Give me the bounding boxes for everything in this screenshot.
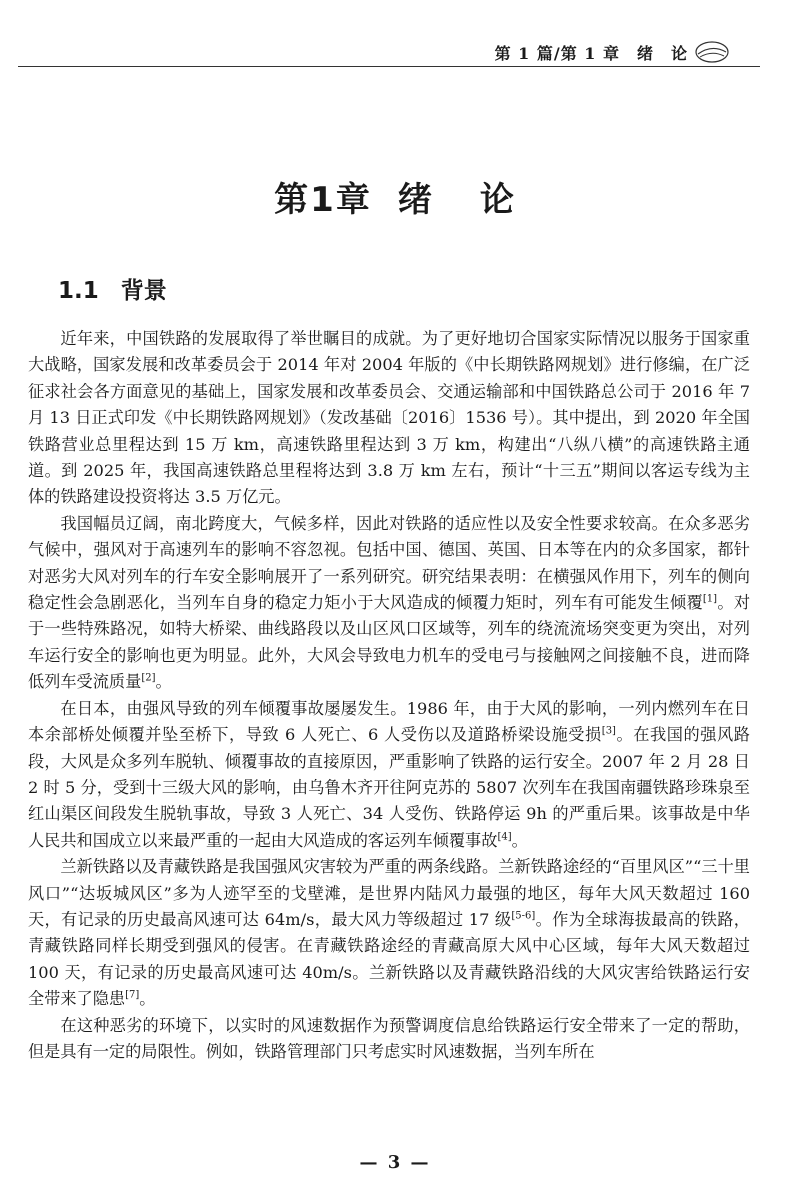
paragraph-text: 。在我国的强风路段，大风是众多列车脱轨、倾覆事故的直接原因，严重影响了铁路的运行安全。2007 年 2 月 28 日 2 时 5 分，受到十三级大风的影响，由乌鲁木齐开往阿克苏的 5807 次列车在我国南疆铁路珍珠泉至红山渠区间段发生脱轨事故，导致 3 人死亡、34 人受伤、铁路停运 9h 的严重后果。该事故是中华人民共和国成立以来最严重的一起由大风造成的客运列车倾覆事故 [28,725,750,850]
paragraph [28,326,750,511]
paragraph-text: 我国幅员辽阔，南北跨度大，气候多样，因此对铁路的适应性以及安全性要求较高。在众多恶劣气候中，强风对于高速列车的影响不容忽视。包括中国、德国、英国、日本等在内的众多国家，都针对恶劣大风对列车的行车安全影响展开了一系列研究。研究结果表明：在横强风作用下，列车的侧向稳定性会急剧恶化，当列车自身的稳定力矩小于大风造成的倾覆力矩时，列车有可能发生倾覆 [28,513,750,613]
chapter-title-char-2: 论 [479,180,516,220]
series-emblem-icon [694,40,730,64]
paragraph-text: 在日本，由强风导致的列车倾覆事故屡屡发生。1986 年，由于大风的影响，一列内燃列车在日本余部桥处倾覆并坠至桥下，导致 6 人死亡、6 人受伤以及道路桥梁设施受损 [28,698,750,745]
running-header [495,40,730,64]
body-text [28,326,750,1065]
citation-ref: [4] [497,831,512,843]
paragraph [28,696,750,854]
paragraph [28,1013,750,1066]
section-heading [58,272,167,305]
citation-ref: [1] [702,593,718,605]
citation-ref: [3] [601,725,616,737]
citation-ref: [7] [125,989,140,1001]
citation-ref: [2] [141,672,156,684]
chapter-label: 第1章 [274,180,372,220]
paragraph-text: 。作为全球海拔最高的铁路，青藏铁路同样长期受到强风的侵害。在青藏铁路途经的青藏高原大风中心区域，每年大风天数超过 100 天，有记录的历史最高风速可达 40m/s。兰新铁路以及青藏铁路沿线的大风灾害给铁路运行安全带来了隐患 [28,909,750,1009]
paragraph-text: 。对于一些特殊路况，如特大桥梁、曲线路段以及山区风口区域等，列车的绕流流场突变更为突出，对列车运行安全的影响也更为明显。此外，大风会导致电力机车的受电弓与接触网之间接触不良，进而降低列车受流质量 [28,593,751,692]
header-rule [18,66,760,67]
paragraph-text: 近年来，中国铁路的发展取得了举世瞩目的成就。为了更好地切合国家实际情况以服务于国家重大战略，国家发展和改革委员会于 2014 年对 2004 年版的《中长期铁路网规划》进行修编，在广泛征求社会各方面意见的基础上，国家发展和改革委员会、交通运输部和中国铁路总公司于 2016 年 7 月 13 日正式印发《中长期铁路网规划》（发改基础〔2016〕1536 号）。其中提出，到 2020 年全国铁路营业总里程达到 15 万 km，高速铁路里程达到 3 万 km，构建出“八纵八横”的高速铁路主通道。到 2025 年，我国高速铁路总里程将达到 3.8 万 km 左右，预计“十三五”期间以客运专线为主体的铁路建设投资将达 3.5 万亿元。 [28,329,750,507]
chapter-title-char-1: 绪 [397,180,434,220]
section-title: 背景 [120,278,167,304]
paragraph-text: 。 [155,672,172,692]
paragraph-text: 兰新铁路以及青藏铁路是我国强风灾害较为严重的两条线路。兰新铁路途经的“百里风区”“三十里风口”“达坂城风区”多为人迹罕至的戈壁滩，是世界内陆风力最强的地区，每年大风天数超过 160 天，有记录的历史最高风速可达 64m/s，最大风力等级超过 17 级 [28,857,750,929]
paragraph [28,511,750,696]
section-number: 1.1 [58,278,99,304]
paragraph [28,854,750,1012]
paragraph-text: 。 [139,989,156,1009]
chapter-title [0,172,790,221]
page-number: — 3 — [359,1152,431,1173]
citation-ref: [5-6] [511,910,536,922]
paragraph-text: 在这种恶劣的环境下，以实时的风速数据作为预警调度信息给铁路运行安全带来了一定的帮助，但是具有一定的局限性。例如，铁路管理部门只考虑实时风速数据，当列车所在 [28,1015,750,1061]
paragraph-text: 。 [511,830,528,850]
running-header-text: 第 1 篇/第 1 章 绪 论 [494,43,688,63]
